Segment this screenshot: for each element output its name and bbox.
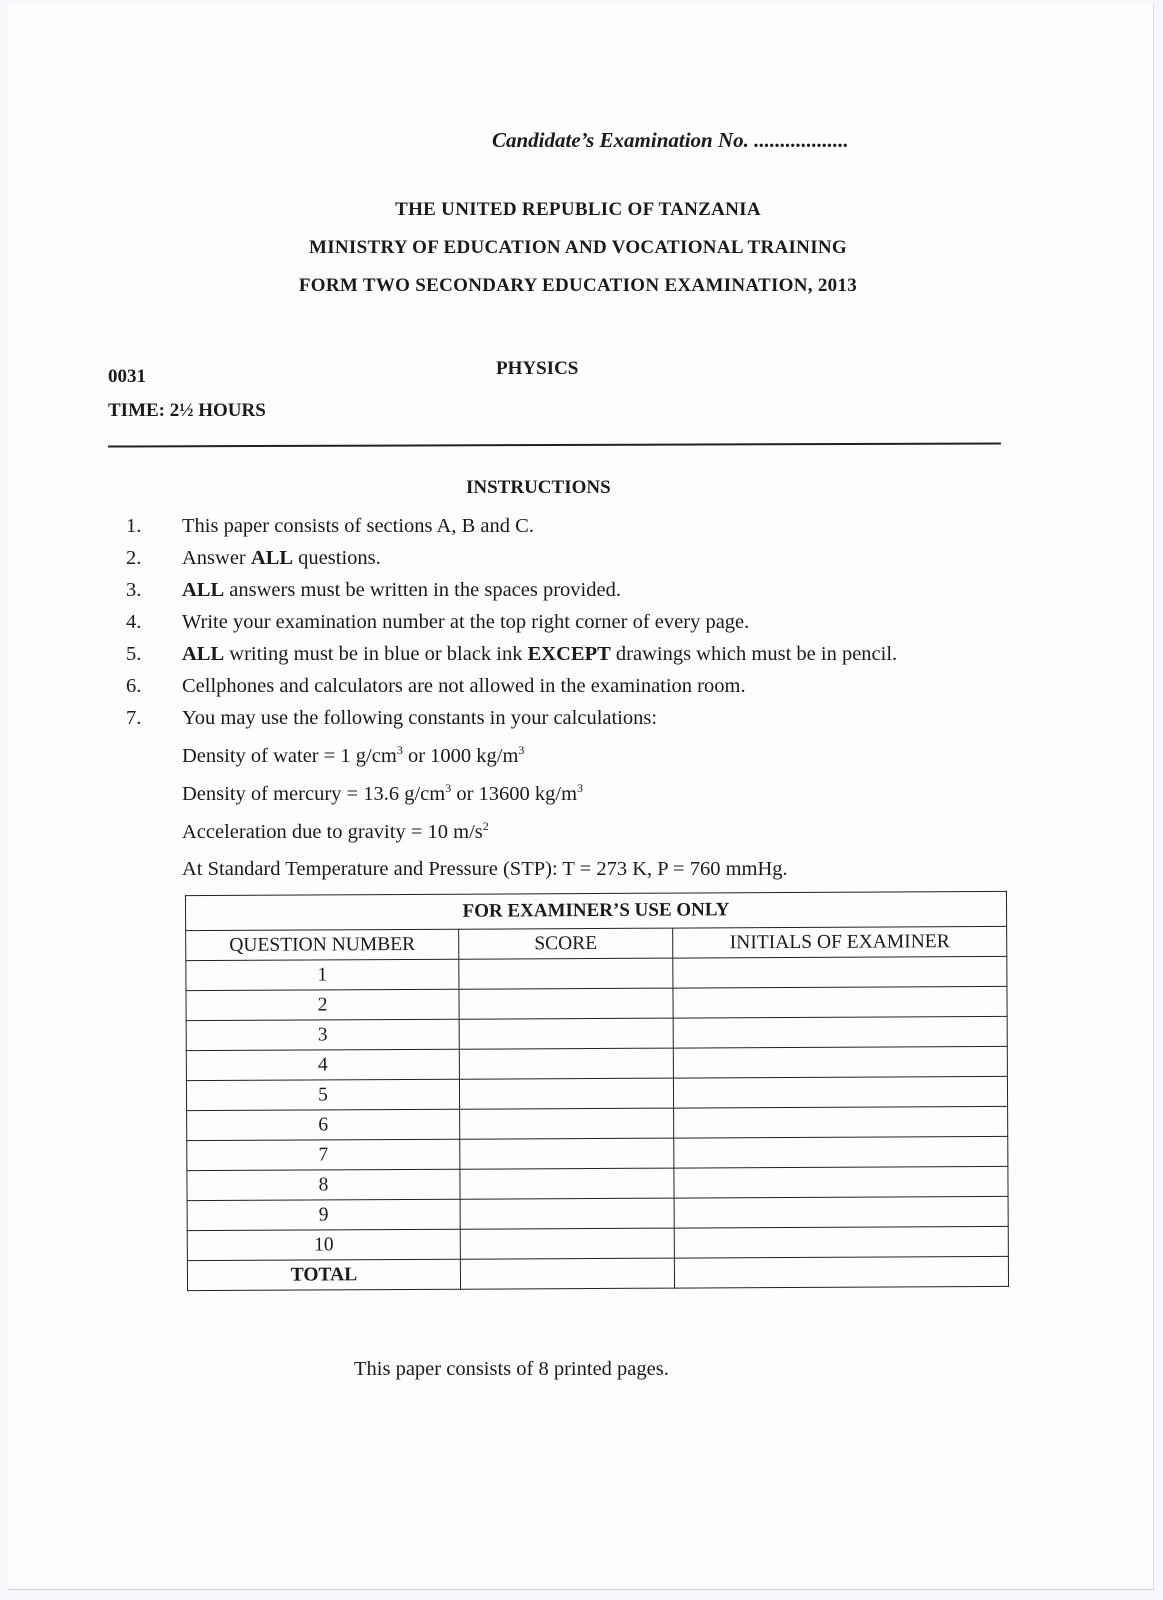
question-number-cell: 5 (186, 1079, 459, 1110)
constant-text: 3 (577, 780, 584, 795)
emphasis-text: ALL (182, 643, 225, 665)
text-segment: writing must be in blue or black ink (224, 643, 528, 665)
constant-line (182, 810, 788, 848)
text-segment: answers must be written in the spaces provided. (224, 579, 621, 601)
header-country: THE UNITED REPUBLIC OF TANZANIA (395, 199, 761, 220)
examiner-table (185, 891, 1009, 1291)
divider (108, 442, 1001, 447)
instruction-text (182, 638, 897, 670)
constant-line (182, 772, 788, 810)
question-number-cell: 9 (187, 1199, 460, 1230)
examiner-initials-cell (673, 986, 1007, 1018)
instruction-number: 3. (126, 579, 142, 601)
table-row (187, 1106, 1008, 1140)
column-header: QUESTION NUMBER (186, 929, 459, 960)
column-header: INITIALS OF EXAMINER (673, 926, 1007, 958)
score-cell (459, 1048, 673, 1079)
constant-text: 3 (518, 743, 525, 757)
question-number-cell: 2 (186, 989, 459, 1020)
instruction-text (182, 606, 749, 638)
instructions-list (126, 510, 1006, 885)
instruction-text (182, 574, 621, 606)
score-cell (460, 1198, 674, 1229)
instruction-number: 7. (126, 707, 142, 729)
score-cell (459, 988, 673, 1019)
table-row (186, 1076, 1007, 1110)
table-row (186, 1046, 1007, 1080)
time-allowed: TIME: 2½ HOURS (108, 400, 266, 421)
table-row (186, 986, 1007, 1020)
text-segment: Write your examination number at the top right corner of every page. (182, 611, 750, 633)
total-initials-cell (674, 1256, 1008, 1288)
instruction-item (126, 510, 1006, 542)
total-row (187, 1256, 1008, 1290)
constant-text: Density of mercury = 13.6 g/cm (182, 782, 446, 805)
emphasis-text: ALL (250, 547, 294, 569)
score-cell (460, 1108, 674, 1139)
question-number-cell: 4 (186, 1049, 459, 1080)
examiner-initials-cell (673, 956, 1007, 988)
table-title: FOR EXAMINER’S USE ONLY (185, 891, 1006, 930)
total-label: TOTAL (187, 1259, 460, 1290)
score-cell (459, 1018, 673, 1049)
score-cell (460, 1228, 674, 1259)
header-exam: FORM TWO SECONDARY EDUCATION EXAMINATION, 2013 (298, 275, 858, 296)
instruction-number: 1. (126, 515, 142, 537)
instruction-number: 2. (126, 547, 142, 569)
constant-text: Acceleration due to gravity = 10 m/s (182, 820, 483, 843)
constant-text: 2 (482, 818, 489, 833)
instructions-title: INSTRUCTIONS (466, 477, 611, 498)
examiner-initials-cell (674, 1196, 1008, 1228)
instruction-item (126, 606, 1006, 638)
constant-text: or 1000 kg/m (402, 744, 519, 767)
text-segment: This paper consists of sections A, B and C. (182, 515, 534, 537)
emphasis-text: ALL (182, 579, 225, 601)
table-row (187, 1226, 1008, 1260)
constant-text: 3 (445, 780, 452, 795)
text-segment: Answer (182, 547, 251, 569)
examiner-initials-cell (673, 1016, 1007, 1048)
question-number-cell: 8 (187, 1169, 460, 1200)
instruction-text (182, 670, 746, 702)
instruction-item (126, 542, 1006, 574)
examiner-initials-cell (673, 1046, 1007, 1078)
exam-page (8, 4, 1154, 1590)
total-score-cell (460, 1258, 674, 1289)
instruction-number: 5. (126, 643, 142, 665)
text-segment: questions. (293, 547, 381, 569)
instruction-text (182, 510, 534, 542)
table-row (187, 1136, 1008, 1170)
instruction-text (182, 542, 381, 574)
header-ministry: MINISTRY OF EDUCATION AND VOCATIONAL TRAINING (308, 237, 847, 258)
question-number-cell: 7 (187, 1139, 460, 1170)
emphasis-text: EXCEPT (527, 643, 611, 665)
constant-text: or 13600 kg/m (451, 782, 578, 805)
question-number-cell: 6 (187, 1109, 460, 1140)
question-number-cell: 3 (186, 1019, 459, 1050)
instruction-number: 6. (126, 675, 142, 697)
examiner-initials-cell (674, 1136, 1008, 1168)
score-cell (460, 1138, 674, 1169)
page-count-note: This paper consists of 8 printed pages. (354, 1358, 669, 1380)
instruction-item (126, 670, 1006, 702)
question-number-cell: 1 (186, 959, 459, 990)
examiner-initials-cell (674, 1226, 1008, 1258)
instruction-item (126, 574, 1006, 606)
text-segment: drawings which must be in pencil. (610, 643, 898, 665)
table-row (186, 956, 1007, 990)
examiner-initials-cell (674, 1166, 1008, 1198)
examiner-initials-cell (673, 1076, 1007, 1108)
text-segment: You may use the following constants in your calculations: (182, 707, 658, 729)
constant-line (182, 847, 788, 885)
column-header: SCORE (459, 928, 673, 959)
score-cell (459, 958, 673, 989)
table-row (187, 1196, 1008, 1230)
score-cell (459, 1078, 673, 1109)
constant-line (182, 734, 788, 772)
constant-text: Density of water = 1 g/cm (182, 744, 397, 767)
table-row (186, 1016, 1007, 1050)
paper-code: 0031 (108, 366, 146, 387)
instruction-text (182, 702, 788, 885)
instruction-item (126, 638, 1006, 670)
constant-text: 3 (396, 743, 403, 757)
constant-text: At Standard Temperature and Pressure (STP): T = 273 K, P = 760 mmHg. (182, 858, 788, 881)
question-number-cell: 10 (187, 1229, 460, 1260)
examiner-initials-cell (674, 1106, 1008, 1138)
text-segment: Cellphones and calculators are not allowed in the examination room. (182, 675, 746, 697)
table-row (187, 1166, 1008, 1200)
instruction-number: 4. (126, 611, 142, 633)
score-cell (460, 1168, 674, 1199)
candidate-exam-number-label: Candidate’s Examination No. .................. (492, 128, 849, 152)
instruction-item (126, 702, 1006, 885)
subject-title: PHYSICS (496, 358, 579, 379)
